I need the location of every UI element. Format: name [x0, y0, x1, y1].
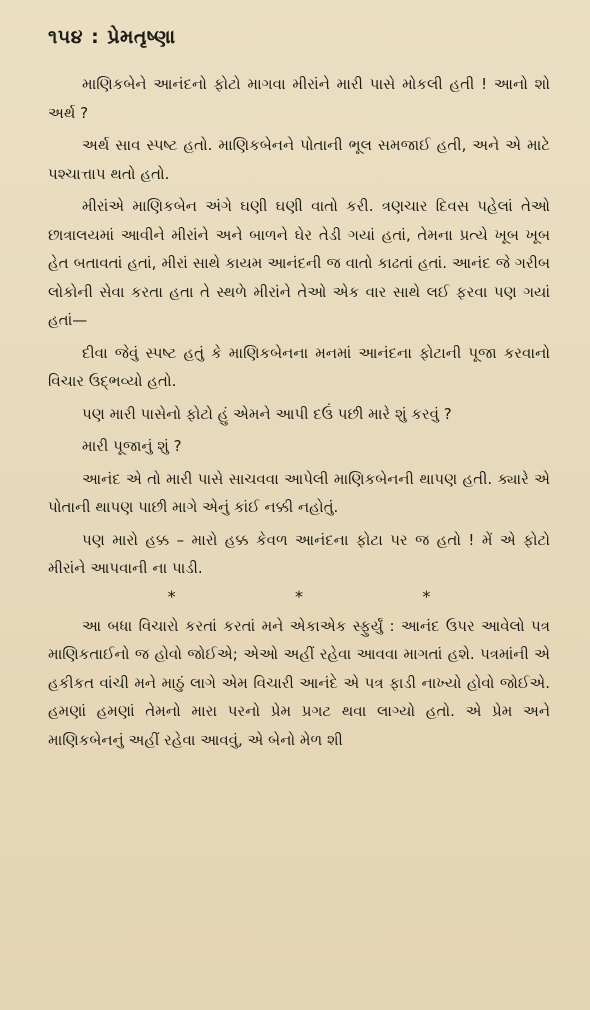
paragraph: પણ મારો હક્ક – મારો હક્ક કેવળ આનંદના ફોટા પર જ હતો ! મેં એ ફોટો મીરાંને આપવાની ના પાડી.: [48, 530, 550, 577]
header-separator: :: [91, 26, 100, 48]
paragraph: આનંદ એ તો મારી પાસે સાચવવા આપેલી માણિકબેનની થાપણ હતી. ક્યારે એ પોતાની થાપણ પાછી માગે એનું કાંઈ નક્કી નહોતું.: [48, 469, 550, 516]
section-divider: [48, 587, 550, 606]
paragraph: દીવા જેવું સ્પષ્ટ હતું કે માણિકબેનના મનમાં આનંદના ફોટાની પૂજા કરવાનો વિચાર ઉદ્ભવ્યો હતો.: [48, 343, 550, 390]
page-number: ૧૫૪: [48, 26, 84, 48]
paragraph: મારી પૂજાનું શું ?: [82, 437, 182, 455]
paragraph: પણ મારી પાસેનો ફોટો હું એમને આપી દઉં પછી મારે શું કરવું ?: [82, 404, 452, 423]
divider-asterisk: *: [294, 586, 303, 606]
book-title: પ્રેમતૃષ્ણા: [107, 26, 176, 48]
paragraph: માણિકબેને આનંદનો ફોટો માગવા મીરાંને મારી પાસે મોકલી હતી ! આનો શો અર્થ ?: [48, 75, 550, 122]
divider-asterisk: *: [167, 586, 176, 606]
divider-asterisk: *: [422, 586, 431, 606]
running-head: [48, 26, 550, 48]
paragraph: અર્થ સાવ સ્પષ્ટ હતો. માણિકબેનને પોતાની ભૂલ સમજાઈ હતી, અને એ માટે પશ્ચાત્તાપ થતો હતો.: [48, 136, 550, 183]
paragraph: મીરાંએ માણિકબેન અંગે ઘણી ઘણી વાતો કરી. ત્રણચાર દિવસ પહેલાં તેઓ છાત્રાલયમાં આવીને મીરાંને અને બાળને ઘેર તેડી ગયાં હતાં, તેમના પ્રત્યે ખૂબ ખૂબ હેત બતાવતાં હતાં, મીરાં સાથે કાયમ આનંદની જ વાતો કાઢતાં હતાં. આનંદ જે ગરીબ લોકોની સેવા કરતા હતા તે સ્થળે મીરાંને તેઓ એક વાર સાથે લઈ ફરવા પણ ગયાં હતાં—: [48, 197, 550, 329]
paragraph: આ બધા વિચારો કરતાં કરતાં મને એકાએક સ્ફુર્યું : આનંદ ઉપર આવેલો પત્ર માણિકતાઈનો જ હોવો જોઈએ; એઓ અહીં રહેવા આવવા માગતાં હશે. પત્રમાંની એ હકીકત વાંચી મને માઠું લાગે એમ વિચારી આનંદે એ પત્ર ફાડી નાખ્યો હોવો જોઈએ. હમણાં હમણાં તેમનો મારા પરનો પ્રેમ પ્રગટ થવા લાગ્યો હતો. એ પ્રેમ અને માણિકબેનનું અહીં રહેવા આવવું, એ બેનો મેળ શી: [48, 616, 550, 749]
